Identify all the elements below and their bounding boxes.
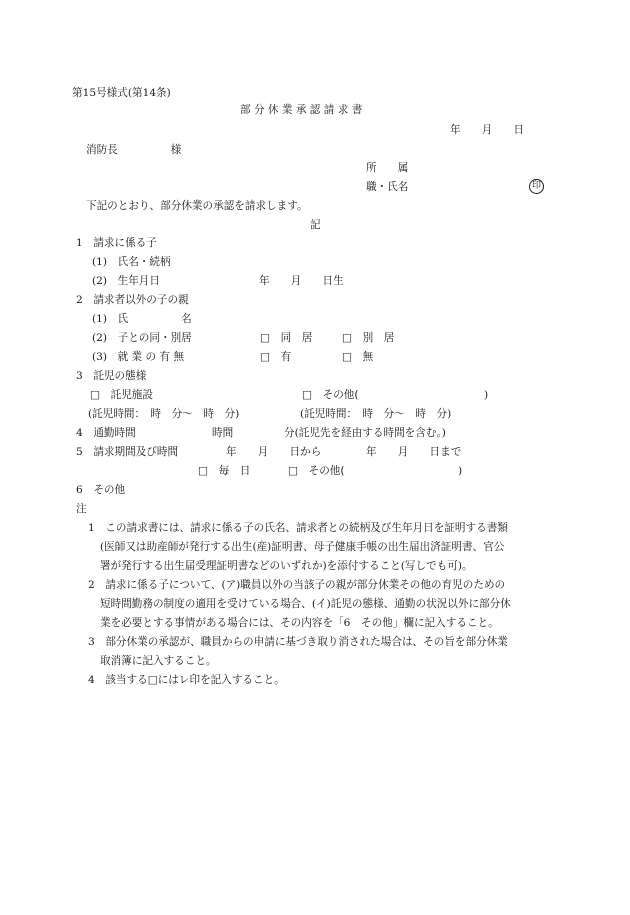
note-1-line-3: 署が発行する出生届受理証明書などのいずれか)を添付すること(写しでも可)。 (100, 560, 473, 572)
position-name-label: 職・氏名 (366, 181, 409, 193)
note-1-line-1: 1 この請求書には、請求に係る子の氏名、請求者との続柄及び生年月日を証明する書類 (88, 522, 508, 534)
note-2-line-2: 短時間勤務の制度の適用を受けている場合、(イ)託児の態様、通勤の状況以外に部分休 (100, 598, 511, 610)
daily-checkbox[interactable]: □ 毎 日 (198, 465, 251, 477)
commute-minute-note: 分(託児先を経由する時間を含む。) (284, 427, 446, 439)
affiliation-label: 所 属 (366, 162, 409, 174)
addressee: 消防長 様 (86, 144, 182, 156)
ki-label: 記 (310, 219, 321, 231)
note-3-line-2: 取消簿に記入すること。 (100, 655, 217, 667)
other-parent-name: (1) 氏 名 (92, 313, 192, 325)
commute-label: 4 通勤時間 (76, 427, 136, 439)
cohabit-same-checkbox[interactable]: □ 同 居 (260, 332, 313, 344)
child-name-relation: (1) 氏名・続柄 (92, 256, 171, 268)
daycare-other-close: ) (484, 389, 489, 401)
period-other-checkbox[interactable]: □ その他( (288, 465, 345, 477)
section2-heading: 2 請求者以外の子の親 (76, 294, 189, 306)
seal-mark: 印 (529, 179, 544, 194)
note-3-line-1: 3 部分休業の承認が、職員からの申請に基づき取り消された場合は、その旨を部分休業 (88, 636, 508, 648)
employment-no-checkbox[interactable]: □ 無 (342, 351, 374, 363)
period-label: 5 請求期間及び時間 (76, 446, 179, 458)
form-number: 第15号様式(第14条) (72, 87, 171, 99)
daycare-facility-checkbox[interactable]: □ 託児施設 (90, 389, 153, 401)
commute-hour: 時間 (212, 427, 234, 439)
intro-text: 下記のとおり、部分休業の承認を請求します。 (86, 200, 308, 212)
child-birthdate-value: 年 月 日生 (259, 275, 344, 287)
period-other-close: ) (458, 465, 463, 477)
note-2-line-1: 2 請求に係る子について、(ア)職員以外の当該子の親が部分休業その他の育児のための (88, 579, 506, 591)
other-label: 6 その他 (76, 484, 126, 496)
employment-yes-checkbox[interactable]: □ 有 (260, 351, 292, 363)
date-line: 年 月 日 (450, 124, 525, 136)
daycare-other-checkbox[interactable]: □ その他( (302, 389, 359, 401)
note-4: 4 該当する□にはレ印を記入すること。 (88, 674, 285, 686)
child-birthdate-label: (2) 生年月日 (92, 275, 160, 287)
period-to: 年 月 日まで (366, 446, 462, 458)
daycare-time-1: (託児時間： 時 分〜 時 分) (88, 408, 240, 420)
cohabit-separate-checkbox[interactable]: □ 別 居 (342, 332, 395, 344)
note-1-line-2: (医師又は助産師が発行する出生(産)証明書、母子健康手帳の出生届出済証明書、官公 (100, 541, 505, 553)
section3-heading: 3 託児の態様 (76, 370, 147, 382)
daycare-time-2: (託児時間： 時 分〜 時 分) (300, 408, 452, 420)
cohabitation-label: (2) 子との同・別居 (92, 332, 192, 344)
note-2-line-3: 業を必要とする事情がある場合には、その内容を「6 その他」欄に記入すること。 (100, 617, 499, 629)
form-title: 部 分 休 業 承 認 請 求 書 (240, 104, 363, 116)
employment-label: (3) 就 業 の 有 無 (92, 351, 185, 363)
notes-label: 注 (76, 503, 87, 515)
section1-heading: 1 請求に係る子 (76, 237, 157, 249)
period-from: 年 月 日から (226, 446, 322, 458)
